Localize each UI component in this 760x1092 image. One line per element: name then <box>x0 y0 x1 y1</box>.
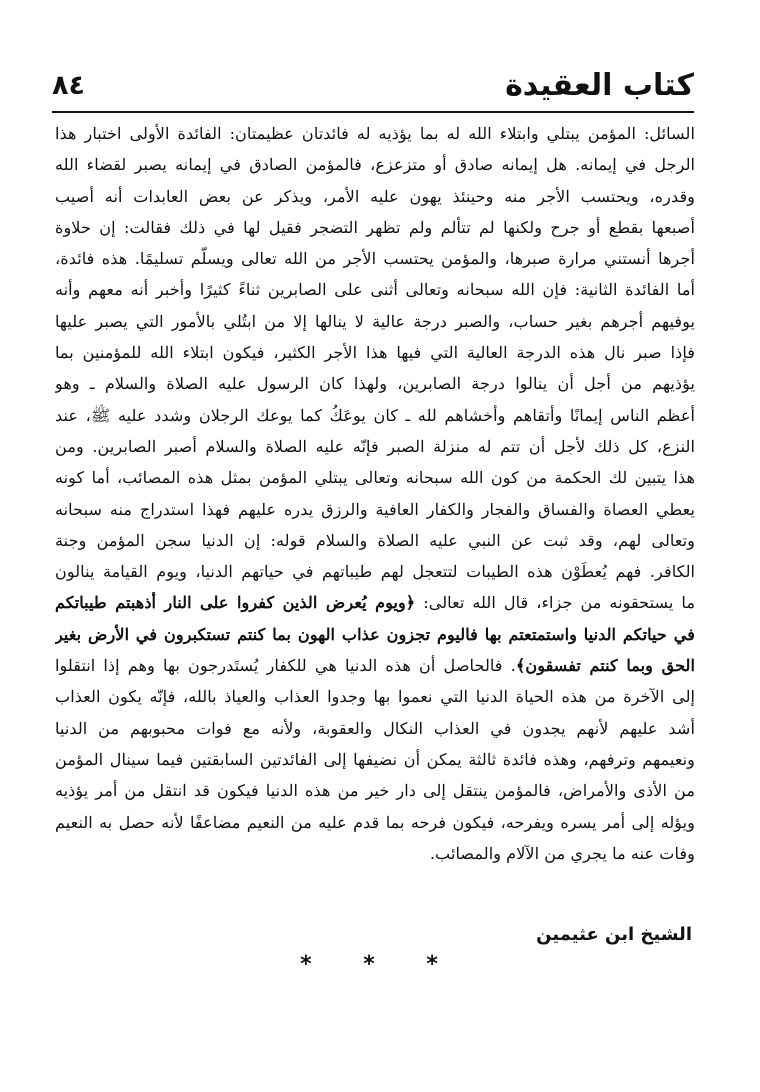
header-rule <box>52 111 694 113</box>
text-segment: . فالحاصل أن هذه الدنيا هي للكفار يُستَدرجون بها وهم إذا انتقلوا <box>55 656 516 676</box>
text-line: الكافر. فهم يُعطَوْن هذه الطيبات لتتعجل لهم طيباتهم في حياتهم الدنيا، ويوم القيامة ينالون <box>55 562 695 582</box>
text-line: يؤذيهم من أجل أن ينالوا درجة الصابرين، ولهذا كان الرسول عليه الصلاة والسلام ـ وهو <box>55 374 695 394</box>
text-line: أصبعها بقطع أو جرح ولكنها لم تتألم ولم تظهر التضجر فقيل لها في ذلك فقالت: إن حلاوة <box>55 217 695 237</box>
text-segment: ما يستحقونه من جزاء، قال الله تعالى: <box>423 593 695 613</box>
text-line: وقدره، ويحتسب الأجر منه وحينئذ يهون عليه الأمر، ويذكر عن بعض العابدات أنه أصيب <box>55 186 695 206</box>
text-line: من الأذى والأمراض، فالمؤمن ينتقل إلى دار خير من هذه الدنيا فيكون قد انتقل من أمر يؤذيه <box>55 781 695 801</box>
page-number: ٨٤ <box>52 70 85 101</box>
book-title: كتاب العقيدة <box>505 68 694 103</box>
text-line: السائل: المؤمن يبتلي وابتلاء الله له بما يؤذيه له فائدتان عظيمتان: الفائدة الأولى اختبار هذا <box>55 124 695 143</box>
text-line: النزع، كل ذلك لأجل أن تتم له منزلة الصبر فإنّه عليه الصلاة والسلام أصبر الصابرين. ومن <box>55 436 695 456</box>
text-line: إلى الآخرة من هذه الحياة الدنيا التي نعموا بها وجدوا العذاب والعياذ بالله، فإنّه يكون العذاب <box>55 687 695 707</box>
page-header <box>52 62 694 112</box>
section-separator: * * * <box>300 952 460 977</box>
text-line <box>55 587 695 618</box>
body-text <box>55 118 695 869</box>
text-line: يوفيهم أجرهم بغير حساب، والصبر درجة عالية لا ينالها إلا من ابتُلي بالأمور التي يصبر عليها <box>55 311 695 331</box>
text-line: ونعيمهم وترفهم، وهذه فائدة ثالثة يمكن أن نضيفها إلى الفائدتين السابقتين فيما سينال المؤمن <box>55 749 695 769</box>
text-line: فإذا صبر نال هذه الدرجة العالية التي فيها هذا الأجر الكثير، فيكون ابتلاء الله للمؤمنين بما <box>55 343 695 363</box>
text-line: ويؤله إلى أمر يسره ويفرحه، فيكون فرحه بما قدم عليه من النعيم مضاعفًا لأنه حصل به النعيم <box>55 812 695 832</box>
text-line: وتعالى لهم، وقد ثبت عن النبي عليه الصلاة والسلام قوله: إن الدنيا سجن المؤمن وجنة <box>55 530 695 550</box>
text-line: أجرها أنستني مرارة صبرها، والمؤمن يحتسب الأجر من الله تعالى ويسلّم تسليمًا. هذه فائدة، <box>55 249 695 269</box>
quran-verse: الحق وبما كنتم تفسقون﴾ <box>515 656 695 676</box>
signature: الشيخ ابن عثيمين <box>536 924 692 945</box>
quran-verse-line: في حياتكم الدنيا واستمتعتم بها فاليوم تجزون عذاب الهون بما كنتم تستكبرون في الأرض بغير <box>55 624 695 644</box>
text-line: أما الفائدة الثانية: فإن الله سبحانه وتعالى أثنى على الصابرين ثناءً كثيرًا وأخبر أنه معهم وأنه <box>55 280 695 300</box>
text-line: يعطي العصاة والفساق والفجار والكفار العافية والرزق يدره عليهم فهذا استدراج منه سبحانه <box>55 499 695 519</box>
text-line: أشد عليهم لأنهم يجدون في العذاب النكال والعقوبة، ولأنه مع فوات محبوبهم من الدنيا <box>55 718 695 738</box>
text-line: أعظم الناس إيمانًا وأتقاهم وأخشاهم لله ـ كان يوعَكُ كما يوعك الرجلان وشدد عليه ﷺ، عند <box>55 405 695 425</box>
text-line <box>55 650 695 681</box>
text-line: الرجل في إيمانه. هل إيمانه صادق أو متزعزع، فالمؤمن الصادق في إيمانه يصبر لقضاء الله <box>55 155 695 175</box>
text-line: هذا يتبين لك الحكمة من كون الله سبحانه وتعالى يبتلي المؤمن بمثل هذه المصائب، أما كونه <box>55 468 695 488</box>
quran-verse: ﴿ويوم يُعرض الذين كفروا على النار أذهبتم طيباتكم <box>55 593 416 613</box>
text-line: وفات عنه ما يجري من الآلام والمصائب. <box>429 843 695 863</box>
